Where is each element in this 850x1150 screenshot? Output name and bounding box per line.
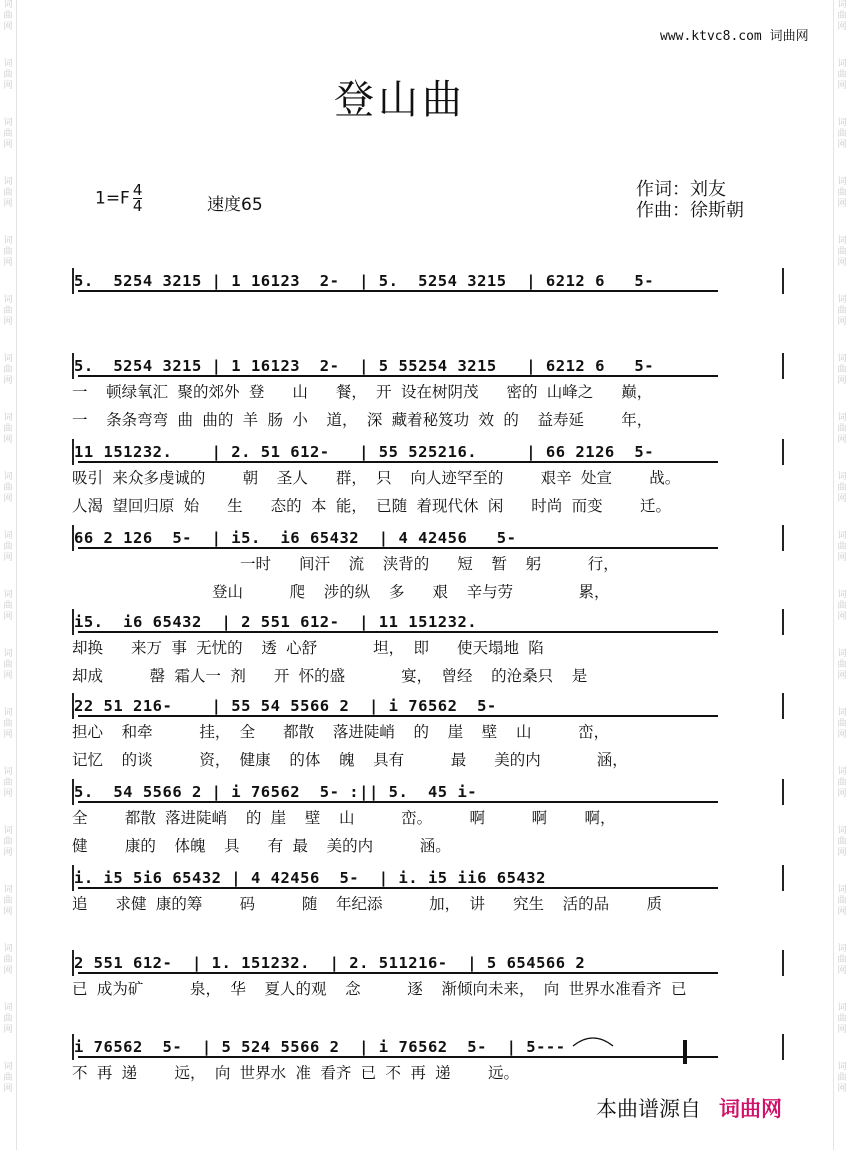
watermark-char: 词 (3, 59, 13, 69)
beam-line (78, 290, 718, 292)
watermark-char: 网 (3, 671, 13, 681)
watermark-char: 曲 (3, 719, 13, 729)
watermark-group (834, 413, 850, 446)
watermark-char: 网 (3, 376, 13, 386)
watermark-group (0, 885, 16, 918)
watermark-group (0, 177, 16, 210)
time-numerator: 4 (132, 181, 143, 199)
notes-text: 66 2 126 5- | i5. i6 65432 | 4 42456 5- (74, 529, 517, 547)
watermark-char: 网 (837, 671, 847, 681)
watermark-char: 曲 (3, 896, 13, 906)
watermark-char: 网 (837, 1025, 847, 1035)
watermark-char: 曲 (3, 1073, 13, 1083)
watermark-group (834, 0, 850, 33)
song-title: 登山曲 (334, 77, 466, 123)
watermark-char: 词 (3, 1003, 13, 1013)
watermark-char: 曲 (3, 70, 13, 80)
watermark-group (834, 236, 850, 269)
time-denominator: 4 (132, 197, 143, 215)
watermark-char: 词 (837, 236, 847, 246)
beam-line (78, 375, 718, 377)
watermark-char: 曲 (837, 1073, 847, 1083)
watermark-char: 网 (837, 199, 847, 209)
watermark-char: 词 (3, 413, 13, 423)
watermark-char: 词 (3, 354, 13, 364)
watermark-group (834, 354, 850, 387)
watermark-char: 网 (3, 317, 13, 327)
watermark-char: 网 (3, 789, 13, 799)
watermark-char: 网 (837, 848, 847, 858)
watermark-char: 网 (3, 22, 13, 32)
watermark-char: 词 (3, 472, 13, 482)
source-label: 本曲谱源自 (596, 1097, 701, 1121)
lyric-line: 人渴 望回归原 始 生 态的 本 能， 已随 着现代休 闲 时尚 而变 迁。 (72, 497, 671, 515)
watermark-char: 曲 (3, 129, 13, 139)
watermark-char: 词 (837, 826, 847, 836)
watermark-char: 曲 (837, 896, 847, 906)
watermark-group (0, 1062, 16, 1095)
watermark-char: 曲 (3, 1014, 13, 1024)
lyric-line: 担心 和牵 挂， 全 都散 落进陡峭 的 崖 壁 山 峦， (72, 723, 610, 741)
lyric-line: 却成 罄 霜人一 剂 开 怀的盛 宴， 曾经 的沧桑只 是 (72, 667, 588, 685)
watermark-group (0, 590, 16, 623)
watermark-char: 曲 (3, 11, 13, 21)
watermark-char: 网 (837, 317, 847, 327)
watermark-char: 网 (837, 907, 847, 917)
watermark-char: 词 (3, 767, 13, 777)
watermark-char: 曲 (837, 424, 847, 434)
watermark-char: 词 (837, 472, 847, 482)
watermark-char: 词 (837, 413, 847, 423)
beam-line (78, 631, 718, 633)
source-brand[interactable]: 词曲网 (719, 1097, 782, 1121)
lyric-line: 一时 间汗 流 浃背的 短 暂 躬 行， (72, 555, 619, 573)
beam-line (78, 801, 718, 803)
watermark-char: 词 (3, 531, 13, 541)
watermark-char: 网 (3, 907, 13, 917)
watermark-char: 曲 (3, 542, 13, 552)
lyric-line: 全 都散 落进陡峭 的 崖 壁 山 峦。 啊 啊 啊， (72, 809, 616, 827)
lyricist: 作词：刘友 (636, 179, 726, 200)
notes-text: 22 51 216- | 55 54 5566 2 | i 76562 5- (74, 697, 497, 715)
beam-line (78, 972, 718, 974)
watermark-char: 网 (3, 199, 13, 209)
watermark-char: 曲 (837, 247, 847, 257)
watermark-char: 词 (837, 295, 847, 305)
watermark-char: 词 (837, 590, 847, 600)
watermark-char: 曲 (3, 306, 13, 316)
watermark-char: 曲 (837, 11, 847, 21)
watermark-char: 曲 (3, 778, 13, 788)
tie-mark (572, 1034, 614, 1048)
watermark-char: 曲 (837, 483, 847, 493)
source-credit (596, 1093, 782, 1123)
watermark-group (834, 826, 850, 859)
watermark-group (834, 590, 850, 623)
watermark-group (0, 531, 16, 564)
watermark-group (0, 649, 16, 682)
watermark-group (834, 944, 850, 977)
watermark-group (0, 236, 16, 269)
watermark-char: 网 (3, 258, 13, 268)
watermark-char: 网 (3, 494, 13, 504)
watermark-group (0, 354, 16, 387)
watermark-char: 曲 (837, 365, 847, 375)
watermark-char: 网 (837, 730, 847, 740)
watermark-group (834, 295, 850, 328)
watermark-char: 词 (837, 767, 847, 777)
watermark-char: 网 (837, 140, 847, 150)
lyric-line: 记忆 的谈 资， 健康 的体 魄 具有 最 美的内 涵， (72, 751, 628, 769)
watermark-char: 词 (837, 649, 847, 659)
watermark-char: 词 (3, 944, 13, 954)
watermark-char: 曲 (837, 719, 847, 729)
lyric-line: 已 成为矿 泉， 华 夏人的观 念 逐 渐倾向未来， 向 世界水准看齐 已 (72, 980, 687, 998)
watermark-char: 曲 (3, 247, 13, 257)
watermark-char: 网 (837, 553, 847, 563)
watermark-char: 网 (3, 848, 13, 858)
watermark-char: 网 (3, 81, 13, 91)
watermark-char: 词 (3, 0, 13, 10)
watermark-char: 网 (837, 789, 847, 799)
watermark-char: 词 (837, 0, 847, 10)
watermark-group (834, 708, 850, 741)
watermark-char: 曲 (837, 660, 847, 670)
watermark-char: 曲 (837, 778, 847, 788)
watermark-right (833, 0, 850, 1150)
final-barline (683, 1040, 687, 1064)
watermark-char: 曲 (837, 601, 847, 611)
beam-line (78, 887, 718, 889)
watermark-group (0, 413, 16, 446)
watermark-group (834, 1003, 850, 1036)
watermark-char: 曲 (3, 424, 13, 434)
watermark-char: 网 (3, 1084, 13, 1094)
watermark-char: 词 (3, 1062, 13, 1072)
watermark-char: 曲 (837, 306, 847, 316)
watermark-char: 词 (3, 649, 13, 659)
watermark-group (834, 177, 850, 210)
watermark-char: 词 (837, 531, 847, 541)
watermark-group (0, 472, 16, 505)
watermark-char: 网 (837, 612, 847, 622)
watermark-char: 网 (837, 435, 847, 445)
watermark-char: 网 (837, 494, 847, 504)
watermark-char: 网 (837, 258, 847, 268)
watermark-char: 词 (837, 885, 847, 895)
watermark-char: 曲 (3, 837, 13, 847)
watermark-group (834, 1062, 850, 1095)
notes-text: 5. 5254 3215 | 1 16123 2- | 5 55254 3215 | 6212 6 5- (74, 357, 655, 375)
watermark-char: 曲 (3, 955, 13, 965)
watermark-char: 词 (837, 59, 847, 69)
lyric-line: 登山 爬 涉的纵 多 艰 辛与劳 累， (72, 583, 610, 601)
watermark-char: 词 (837, 177, 847, 187)
watermark-char: 曲 (837, 542, 847, 552)
watermark-group (834, 472, 850, 505)
watermark-char: 曲 (3, 601, 13, 611)
watermark-char: 曲 (3, 365, 13, 375)
watermark-char: 曲 (837, 955, 847, 965)
watermark-char: 网 (3, 140, 13, 150)
key-text: 1=F (95, 188, 130, 209)
watermark-char: 曲 (3, 188, 13, 198)
beam-line (78, 547, 718, 549)
watermark-char: 网 (837, 1084, 847, 1094)
watermark-group (0, 295, 16, 328)
notes-text: i 76562 5- | 5 524 5566 2 | i 76562 5- | 5--- (74, 1038, 566, 1056)
watermark-char: 词 (837, 944, 847, 954)
watermark-char: 词 (837, 708, 847, 718)
watermark-group (0, 767, 16, 800)
watermark-char: 曲 (3, 483, 13, 493)
watermark-group (0, 944, 16, 977)
notes-text: 5. 54 5566 2 | i 76562 5- :|| 5. 45 i- (74, 783, 478, 801)
composer: 作曲：徐斯朝 (636, 200, 744, 221)
watermark-char: 曲 (837, 70, 847, 80)
watermark-char: 网 (837, 81, 847, 91)
watermark-group (0, 708, 16, 741)
lyric-line: 一 顿绿氧汇 聚的郊外 登 山 餐， 开 设在树阴茂 密的 山峰之 巅， (72, 383, 653, 401)
watermark-char: 词 (3, 236, 13, 246)
watermark-char: 词 (837, 1062, 847, 1072)
watermark-group (834, 767, 850, 800)
notes-text: i5. i6 65432 | 2 551 612- | 11 151232. (74, 613, 478, 631)
watermark-char: 网 (3, 435, 13, 445)
watermark-group (834, 531, 850, 564)
watermark-char: 网 (3, 730, 13, 740)
site-url[interactable]: www.ktvc8.com 词曲网 (660, 29, 809, 44)
watermark-char: 词 (3, 590, 13, 600)
lyric-line: 一 条条弯弯 曲 曲的 羊 肠 小 道， 深 藏着秘笈功 效 的 益寿延 年， (72, 411, 653, 429)
watermark-group (0, 826, 16, 859)
watermark-char: 网 (837, 376, 847, 386)
key-signature (95, 183, 142, 214)
watermark-char: 网 (837, 22, 847, 32)
lyric-line: 追 求健 康的筹 码 随 年纪添 加， 讲 究生 活的品 质 (72, 895, 662, 913)
time-signature (133, 183, 143, 214)
watermark-char: 词 (3, 885, 13, 895)
watermark-char: 网 (3, 612, 13, 622)
watermark-group (834, 118, 850, 151)
watermark-char: 词 (3, 295, 13, 305)
watermark-char: 词 (3, 826, 13, 836)
watermark-char: 网 (837, 966, 847, 976)
watermark-char: 词 (837, 118, 847, 128)
watermark-char: 网 (3, 553, 13, 563)
lyric-line: 不 再 递 远， 向 世界水 准 看齐 已 不 再 递 远。 (72, 1064, 519, 1082)
beam-line (78, 715, 718, 717)
watermark-char: 曲 (837, 188, 847, 198)
notes-text: 5. 5254 3215 | 1 16123 2- | 5. 5254 3215 | 6212 6 5- (74, 272, 655, 290)
watermark-char: 曲 (837, 129, 847, 139)
beam-line (78, 1056, 718, 1058)
watermark-group (834, 649, 850, 682)
beam-line (78, 461, 718, 463)
watermark-char: 词 (3, 708, 13, 718)
notes-text: 11 151232. | 2. 51 612- | 55 525216. | 66 2126 5- (74, 443, 655, 461)
tempo: 速度65 (207, 195, 263, 215)
watermark-group (0, 0, 16, 33)
watermark-char: 曲 (837, 1014, 847, 1024)
watermark-group (834, 59, 850, 92)
lyric-line: 健 康的 体魄 具 有 最 美的内 涵。 (72, 837, 451, 855)
watermark-char: 词 (837, 1003, 847, 1013)
watermark-char: 词 (3, 177, 13, 187)
watermark-char: 网 (3, 966, 13, 976)
watermark-char: 网 (3, 1025, 13, 1035)
notes-text: 2 551 612- | 1. 151232. | 2. 511216- | 5 654566 2 (74, 954, 586, 972)
watermark-char: 曲 (837, 837, 847, 847)
watermark-char: 词 (837, 354, 847, 364)
lyric-line: 却换 来万 事 无忧的 透 心舒 坦， 即 使天塌地 陷 (72, 639, 544, 657)
notes-text: i. i5 5i6 65432 | 4 42456 5- | i. i5 ii6 65432 (74, 869, 546, 887)
watermark-char: 曲 (3, 660, 13, 670)
watermark-left (0, 0, 17, 1150)
watermark-group (0, 1003, 16, 1036)
watermark-group (834, 885, 850, 918)
watermark-char: 词 (3, 118, 13, 128)
lyric-line: 吸引 来众多虔诚的 朝 圣人 群， 只 向人迹罕至的 艰辛 处宣 战。 (72, 469, 681, 487)
